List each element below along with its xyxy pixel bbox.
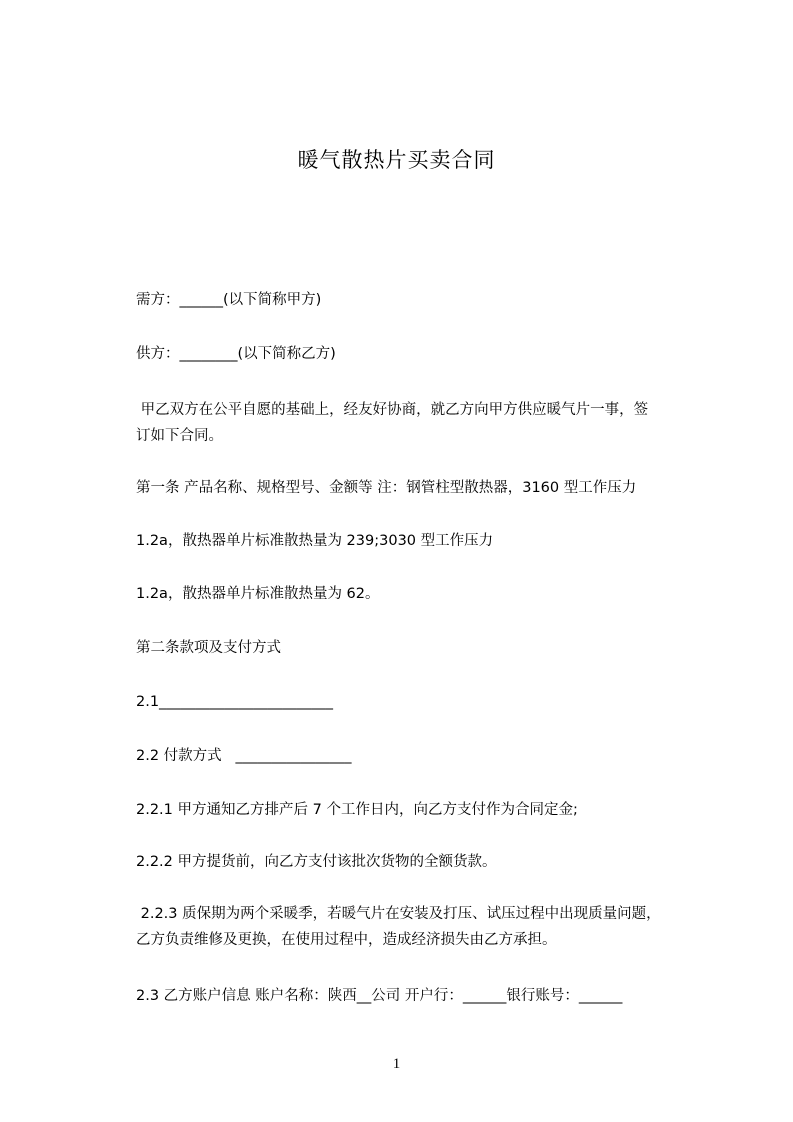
document-title: 暖气散热片买卖合同 (297, 148, 496, 172)
preamble-line-2: 订如下合同。 (136, 428, 223, 444)
clause-2-2-3-line-2: 乙方负责维修及更换，在使用过程中，造成经济损失由乙方承担。 (136, 932, 557, 948)
clause-2-2-3-line-1: 2.2.3 质保期为两个采暖季，若暖气片在安装及打压、试压过程中出现质量问题， (136, 906, 661, 922)
clause-2-1: 2.1________________________ (136, 694, 334, 710)
buyer-line: 需方：______(以下简称甲方) (136, 292, 322, 308)
clause-2-2-2: 2.2.2 甲方提货前，向乙方支付该批次货物的全额货款。 (136, 854, 497, 870)
article-2-heading: 第二条款项及支付方式 (136, 640, 281, 656)
supplier-line: 供方：________(以下简称乙方) (136, 346, 336, 362)
clause-1-2a-first: 1.2a，散热器单片标准散热量为 239;3030 型工作压力 (136, 533, 494, 549)
clause-2-2: 2.2 付款方式 ________________ (136, 748, 352, 764)
clause-2-2-1: 2.2.1 甲方通知乙方排产后 7 个工作日内，向乙方支付作为合同定金; (136, 802, 578, 818)
clause-2-3: 2.3 乙方账户信息 账户名称：陕西__公司 开户行：______银行账号：______ (136, 988, 623, 1004)
clause-1-2a-second: 1.2a，散热器单片标准散热量为 62。 (136, 586, 380, 602)
article-1-heading: 第一条 产品名称、规格型号、金额等 注：钢管柱型散热器，3160 型工作压力 (136, 480, 637, 496)
preamble-line-1: 甲乙双方在公平自愿的基础上，经友好协商，就乙方向甲方供应暖气片一事，签 (136, 402, 649, 418)
page-number: 1 (392, 1056, 401, 1072)
